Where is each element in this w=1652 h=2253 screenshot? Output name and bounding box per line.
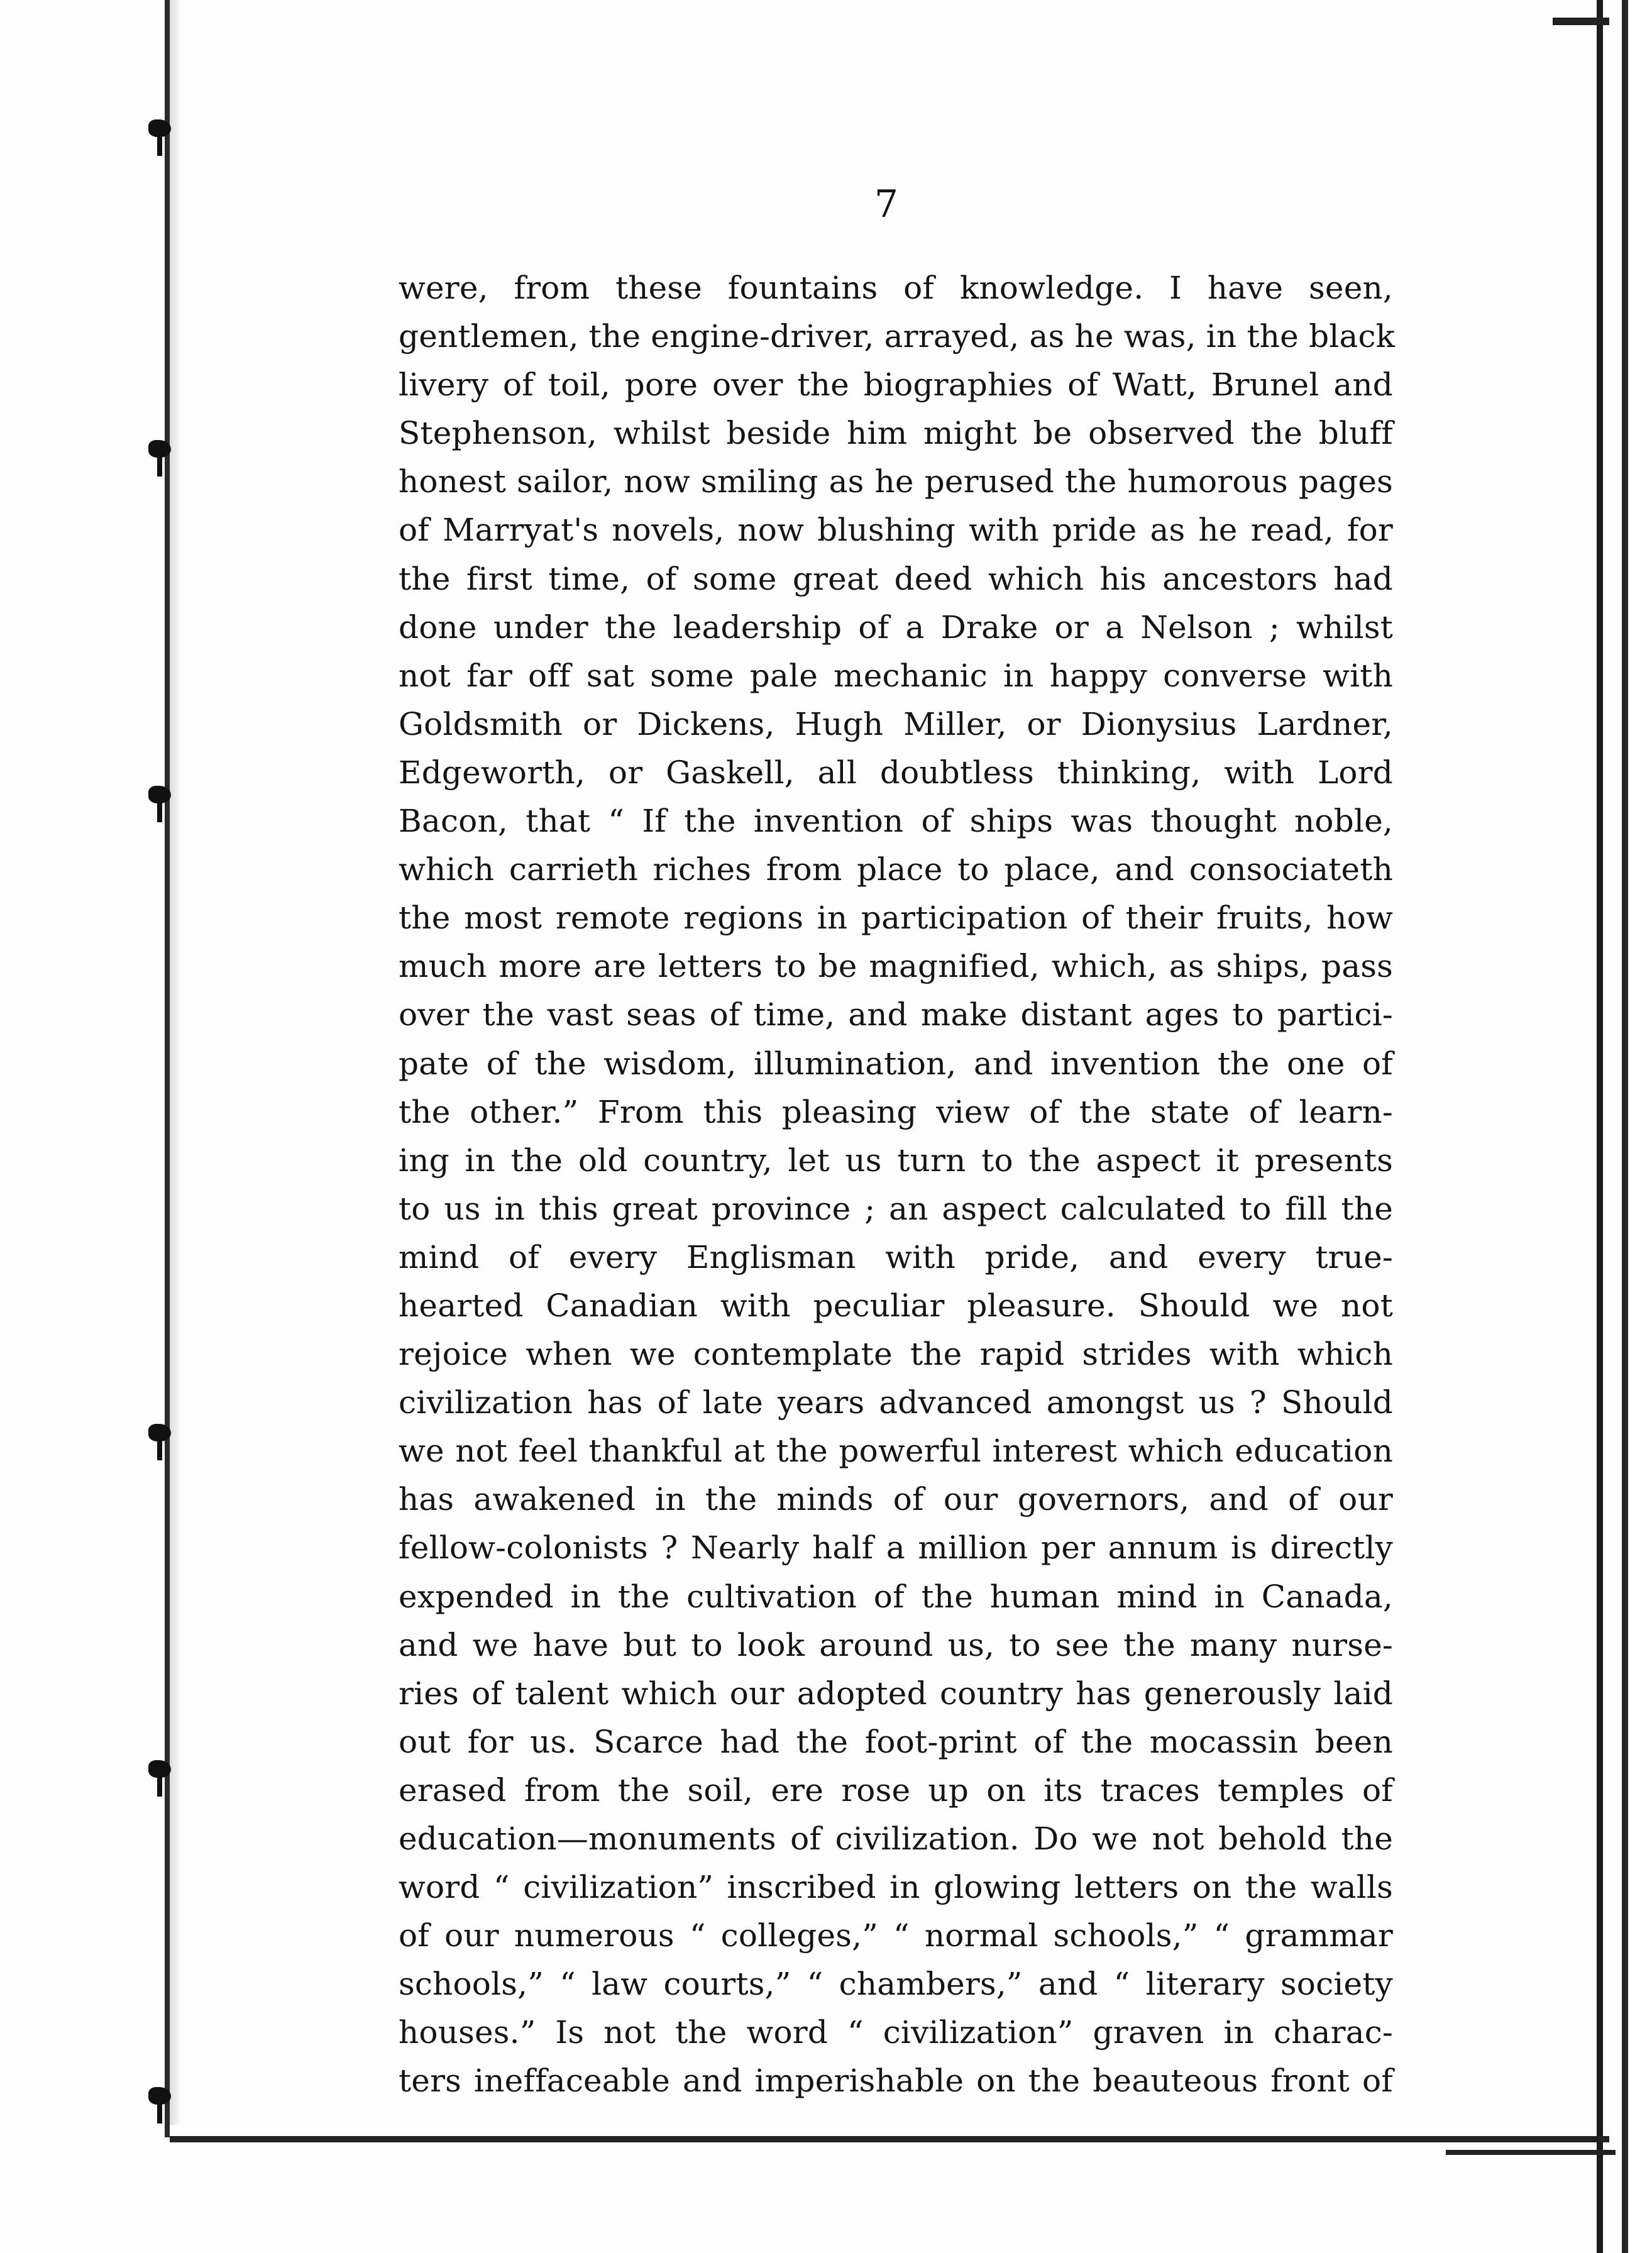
body-text bbox=[399, 264, 1396, 2106]
text-line: honest sailor, now smiling as he perused the humorous pages bbox=[399, 463, 1393, 500]
text-line: schools,” “ law courts,” “ chambers,” and “ literary society bbox=[399, 1966, 1393, 2003]
binding-stitch-mark bbox=[148, 1760, 171, 1778]
text-line: the other.” From this pleasing view of the state of learn- bbox=[399, 1093, 1393, 1130]
text-line: gentlemen, the engine-driver, arrayed, as he was, in the black bbox=[399, 318, 1396, 355]
binding-stitch-mark bbox=[148, 440, 171, 458]
binding-stitch-mark bbox=[148, 1424, 171, 1441]
text-line: ries of talent which our adopted country has generously laid bbox=[399, 1675, 1393, 1712]
text-line: Stephenson, whilst beside him might be observed the bluff bbox=[399, 415, 1393, 452]
page-edge-bottom bbox=[170, 2136, 1609, 2142]
text-line: of Marryat's novels, now blushing with pride as he read, for bbox=[399, 512, 1393, 549]
text-line: mind of every Englisman with pride, and every true- bbox=[399, 1238, 1393, 1275]
text-line: the most remote regions in participation of their fruits, how bbox=[399, 900, 1393, 937]
text-line: not far off sat some pale mechanic in happy converse with bbox=[399, 657, 1393, 694]
binding-shadow bbox=[170, 0, 181, 2125]
text-line: pate of the wisdom, illumination, and invention the one of bbox=[399, 1045, 1393, 1082]
text-line: erased from the soil, ere rose up on its traces temples of bbox=[399, 1771, 1393, 1809]
text-line: fellow-colonists ? Nearly half a million per annum is directly bbox=[399, 1529, 1393, 1567]
text-line: Goldsmith or Dickens, Hugh Miller, or Dionysius Lardner, bbox=[399, 705, 1393, 742]
binding-stitch-mark bbox=[148, 786, 171, 803]
text-line: expended in the cultivation of the human mind in Canada, bbox=[399, 1578, 1393, 1615]
text-line: we not feel thankful at the powerful interest which education bbox=[399, 1433, 1393, 1470]
text-line: over the vast seas of time, and make distant ages to partici- bbox=[399, 996, 1393, 1033]
text-line: of our numerous “ colleges,” “ normal schools,” “ grammar bbox=[399, 1917, 1393, 1954]
text-line: much more are letters to be magnified, which, as ships, pass bbox=[399, 948, 1393, 985]
page-edge-outer bbox=[1622, 0, 1628, 2253]
text-line: were, from these fountains of knowledge. I have seen, bbox=[399, 270, 1393, 306]
page-edge-gap bbox=[1614, 0, 1652, 2253]
text-line: Bacon, that “ If the invention of ships was thought noble, bbox=[399, 803, 1393, 840]
page-number: 7 bbox=[874, 182, 899, 226]
text-line: ters ineffaceable and imperishable on the beauteous front of bbox=[399, 2063, 1393, 2100]
text-line: ing in the old country, let us turn to the aspect it presents bbox=[399, 1142, 1393, 1179]
text-line: to us in this great province ; an aspect calculated to fill the bbox=[399, 1190, 1393, 1227]
text-line: and we have but to look around us, to see the many nurse- bbox=[399, 1626, 1393, 1663]
text-line: the first time, of some great deed which his ancestors had bbox=[399, 560, 1393, 597]
text-line: Edgeworth, or Gaskell, all doubtless thinking, with Lord bbox=[399, 754, 1393, 791]
binding-stitch-mark bbox=[148, 119, 171, 137]
text-line: houses.” Is not the word “ civilization” graven in charac- bbox=[399, 2014, 1393, 2051]
text-line: education—monuments of civilization. Do we not behold the bbox=[399, 1821, 1393, 1857]
binding-stitch-mark bbox=[148, 2087, 171, 2105]
binding-edge bbox=[165, 0, 170, 2137]
text-line: has awakened in the minds of our governors, and of our bbox=[399, 1481, 1393, 1518]
text-line: civilization has of late years advanced amongst us ? Should bbox=[399, 1384, 1393, 1421]
text-line: done under the leadership of a Drake or a Nelson ; whilst bbox=[399, 609, 1393, 646]
text-line: livery of toil, pore over the biographies of Watt, Brunel and bbox=[399, 366, 1393, 404]
text-line: out for us. Scarce had the foot-print of the mocassin been bbox=[399, 1723, 1393, 1760]
page-edge-top bbox=[1553, 18, 1609, 25]
page-edge-right bbox=[1597, 0, 1603, 2253]
text-line: hearted Canadian with peculiar pleasure. Should we not bbox=[399, 1287, 1393, 1324]
page-edge-bottom-corner bbox=[1446, 2150, 1616, 2155]
text-line: rejoice when we contemplate the rapid strides with which bbox=[399, 1336, 1393, 1373]
text-line: word “ civilization” inscribed in glowing letters on the walls bbox=[399, 1869, 1393, 1906]
text-line: which carrieth riches from place to place, and consociateth bbox=[399, 851, 1393, 888]
